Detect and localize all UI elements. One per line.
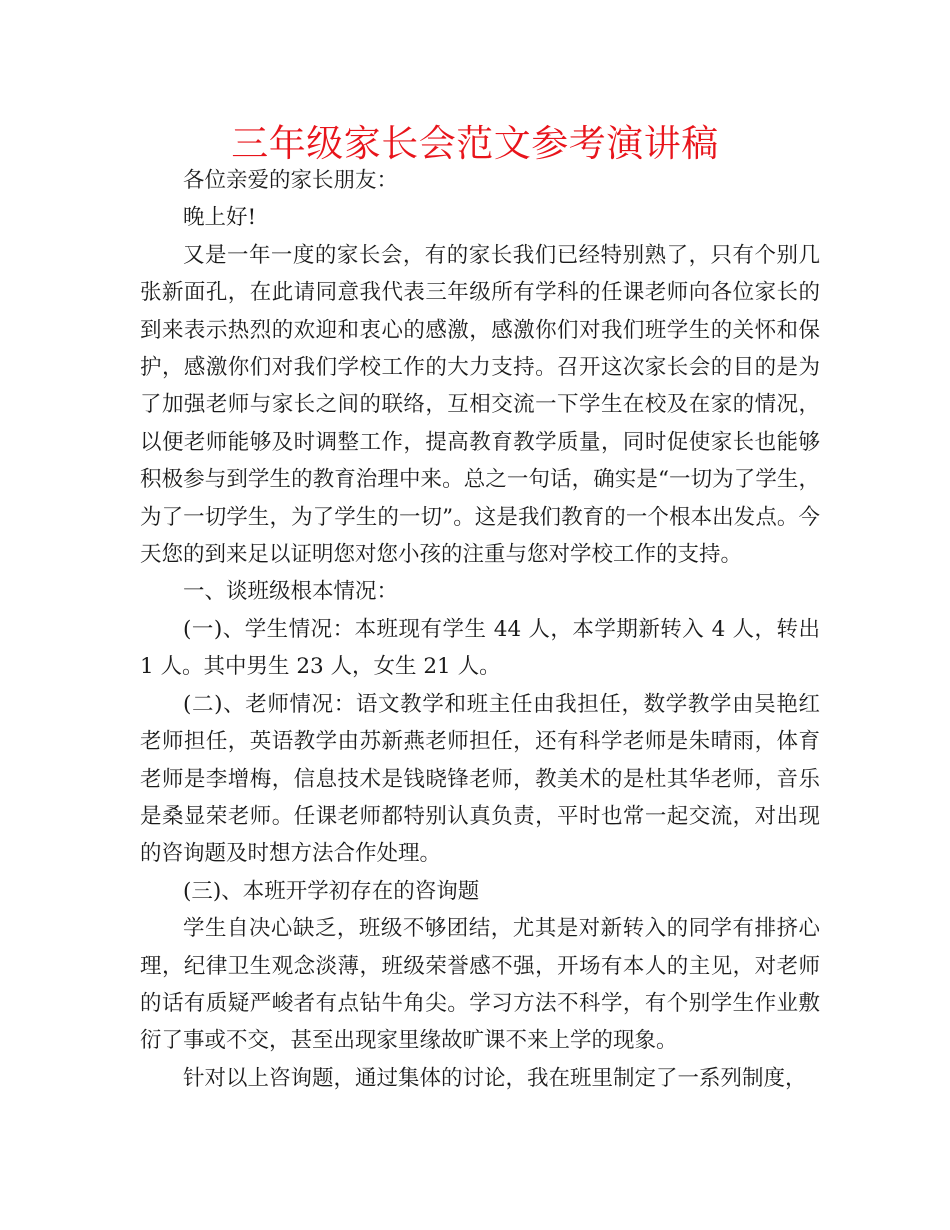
section-heading: 一、谈班级根本情况： <box>183 579 399 605</box>
opening-paragraph: 又是一年一度的家长会，有的家长我们已经特别熟了，只有个别几张新面孔，在此请同意我代表三年级所有学科的任课老师向各位家长的到来表示热烈的欢迎和衷心的感激，感激你们对我们班学生的关怀和保护，感激你们对我们学校工作的大力支持。召开这次家长会的目的是为了加强老师与家长之间的联络，互相交流一下学生在校及在家的情况，以便老师能够及时调整工作，提高教育教学质量，同时促使家长也能够积极参与到学生的教育治理中来。总之一句话，确实是“一切为了学生，为了一切学生，为了学生的一切”。这是我们教育的一个根本出发点。今天您的到来足以证明您对您小孩的注重与您对学校工作的支持。 <box>140 242 820 568</box>
greeting-paragraph: 各位亲爱的家长朋友： <box>183 168 399 193</box>
salutation-paragraph: 晚上好! <box>183 205 257 231</box>
document-body <box>140 162 820 1097</box>
subsection-heading: (三)、本班开学初存在的咨询题 <box>183 878 480 904</box>
problems-paragraph: 学生自决心缺乏，班级不够团结，尤其是对新转入的同学有排挤心理，纪律卫生观念淡薄，班级荣誉感不强，开场有本人的主见，对老师的话有质疑严峻者有点钻牛角尖。学习方法不科学，有个别学生作业敷衍了事或不交，甚至出现家里缘故旷课不来上学的现象。 <box>140 916 820 1054</box>
document-title: 三年级家长会范文参考演讲稿 <box>231 122 719 165</box>
students-paragraph: (一)、学生情况：本班现有学生 44 人，本学期新转入 4 人，转出 1 人。其中男生 23 人，女生 21 人。 <box>140 616 820 680</box>
teachers-paragraph: (二)、老师情况：语文教学和班主任由我担任，数学教学由吴艳红老师担任，英语教学由苏新燕老师担任，还有科学老师是朱晴雨，体育老师是李增梅，信息技术是钱晓锋老师，教美术的是杜其华老师，音乐是桑显荣老师。任课老师都特别认真负责，平时也常一起交流，对出现的咨询题及时想方法合作处理。 <box>140 691 820 867</box>
measures-paragraph: 针对以上咨询题，通过集体的讨论，我在班里制定了一系列制度， <box>183 1065 807 1091</box>
